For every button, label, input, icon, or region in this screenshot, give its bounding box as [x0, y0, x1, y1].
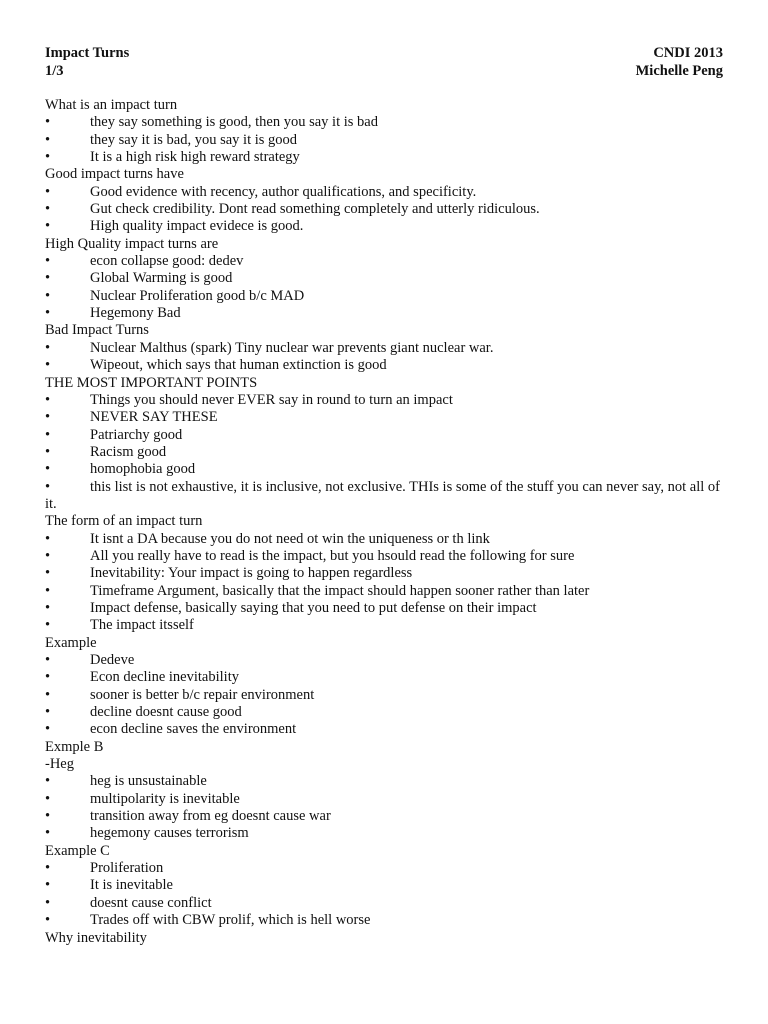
bullet-item	[45, 184, 725, 201]
bullet-text: Gut check credibility. Dont read something completely and utterly ridiculous.	[90, 201, 540, 218]
bullet-text: transition away from eg doesnt cause war	[90, 808, 331, 825]
bullet-icon: •	[45, 287, 51, 304]
bullet-text: It isnt a DA because you do not need ot win the uniqueness or th link	[90, 530, 490, 547]
bullet-icon: •	[45, 183, 51, 200]
bullet-icon: •	[45, 339, 51, 356]
bullet-item	[45, 270, 725, 287]
section-heading: -Heg	[45, 756, 74, 773]
bullet-text: they say it is bad, you say it is good	[90, 131, 298, 148]
bullet-text: Econ decline inevitability	[90, 669, 239, 686]
bullet-item	[45, 114, 725, 131]
section-heading: High Quality impact turns are	[45, 235, 219, 252]
bullet-text: High quality impact evidece is good.	[90, 218, 304, 235]
section-heading: Good impact turns have	[45, 166, 184, 183]
bullet-item	[45, 305, 725, 322]
bullet-icon: •	[45, 131, 51, 148]
bullet-text: Global Warming is good	[90, 270, 233, 287]
bullet-icon: •	[45, 773, 51, 790]
bullet-text: Nuclear Malthus (spark) Tiny nuclear war prevents giant nuclear war.	[90, 339, 494, 356]
bullet-icon: •	[45, 599, 51, 616]
bullet-item	[45, 721, 725, 738]
bullet-item	[45, 825, 725, 842]
bullet-icon: •	[45, 894, 51, 911]
bullet-icon: •	[45, 443, 51, 460]
bullet-icon: •	[45, 409, 51, 426]
bullet-text: It is inevitable	[90, 877, 173, 894]
bullet-text: Wipeout, which says that human extinction is good	[90, 357, 387, 374]
bullet-item	[45, 149, 725, 166]
section-heading: Exmple B	[45, 738, 104, 755]
bullet-icon: •	[45, 461, 51, 478]
page-number: 1/3	[45, 62, 64, 79]
bullet-item	[45, 218, 725, 235]
bullet-text: Impact defense, basically saying that you need to put defense on their impact	[90, 599, 537, 616]
bullet-icon: •	[45, 860, 51, 877]
bullet-item	[45, 201, 725, 218]
bullet-item	[45, 860, 725, 877]
bullet-item	[45, 617, 725, 634]
bullet-item	[45, 253, 725, 270]
section-heading: What is an impact turn	[45, 97, 178, 113]
bullet-text: Dedeve	[90, 652, 135, 668]
bullet-icon: •	[45, 253, 51, 270]
bullet-item	[45, 583, 725, 600]
bullet-item	[45, 791, 725, 808]
bullet-text: decline doesnt cause good	[90, 704, 242, 721]
bullet-text: Patriarchy good	[90, 426, 183, 443]
bullet-item	[45, 912, 725, 929]
bullet-text: homophobia good	[90, 461, 196, 478]
bullet-icon: •	[45, 530, 51, 547]
bullet-item	[45, 409, 725, 426]
bullet-icon: •	[45, 565, 51, 582]
bullet-icon: •	[45, 201, 51, 218]
bullet-item	[45, 652, 725, 669]
bullet-text: they say something is good, then you say it is bad	[90, 114, 378, 131]
bullet-icon: •	[45, 149, 51, 166]
bullet-item	[45, 895, 725, 912]
bullet-text: Trades off with CBW prolif, which is hell worse	[90, 912, 371, 929]
section-heading: Bad Impact Turns	[45, 322, 149, 339]
section-heading: The form of an impact turn	[45, 513, 203, 530]
bullet-text: NEVER SAY THESE	[90, 409, 218, 426]
bullet-text: heg is unsustainable	[90, 773, 207, 790]
bullet-item	[45, 340, 725, 357]
bullet-icon: •	[45, 547, 51, 564]
bullet-item	[45, 427, 725, 444]
bullet-icon: •	[45, 617, 51, 634]
bullet-icon: •	[45, 357, 51, 374]
bullet-icon: •	[45, 305, 51, 322]
bullet-icon: •	[45, 704, 51, 721]
header-row-2	[45, 63, 723, 81]
section-heading: Example	[45, 634, 97, 651]
bullet-item	[45, 444, 725, 461]
bullet-icon: •	[45, 478, 51, 495]
bullet-text: All you really have to read is the impact, but you hsould read the following for sure	[90, 547, 575, 564]
bullet-icon: •	[45, 391, 51, 408]
document-body	[45, 97, 725, 947]
bullet-text: Proliferation	[90, 860, 164, 877]
page-header	[45, 45, 723, 80]
bullet-item	[45, 461, 725, 478]
bullet-text: hegemony causes terrorism	[90, 825, 249, 842]
bullet-icon: •	[45, 669, 51, 686]
bullet-text: Good evidence with recency, author qualifications, and specificity.	[90, 183, 477, 200]
header-row-1	[45, 45, 723, 63]
bullet-text: Things you should never EVER say in round to turn an impact	[90, 391, 453, 408]
section-heading: Why inevitability	[45, 929, 147, 946]
bullet-text: sooner is better b/c repair environment	[90, 686, 315, 703]
bullet-item	[45, 565, 725, 582]
bullet-item	[45, 877, 725, 894]
bullet-icon: •	[45, 825, 51, 842]
bullet-icon: •	[45, 912, 51, 929]
bullet-icon: •	[45, 808, 51, 825]
bullet-item	[45, 531, 725, 548]
bullet-item	[45, 392, 725, 409]
bullet-icon: •	[45, 114, 51, 131]
bullet-icon: •	[45, 582, 51, 599]
bullet-icon: •	[45, 270, 51, 287]
bullet-item	[45, 687, 725, 704]
bullet-text: this list is not exhaustive, it is inclusive, not exclusive. THIs is some of the stuff you can never say, not all of it.	[45, 478, 720, 512]
bullet-text: The impact itsself	[90, 617, 194, 634]
event-name: CNDI 2013	[653, 45, 723, 61]
section-heading: THE MOST IMPORTANT POINTS	[45, 374, 258, 391]
bullet-item	[45, 479, 725, 514]
bullet-item	[45, 773, 725, 790]
bullet-text: Nuclear Proliferation good b/c MAD	[90, 287, 305, 304]
author-name: Michelle Peng	[635, 62, 723, 79]
bullet-icon: •	[45, 686, 51, 703]
bullet-text: econ decline saves the environment	[90, 721, 297, 738]
section-heading: Example C	[45, 842, 110, 859]
bullet-text: multipolarity is inevitable	[90, 790, 240, 807]
bullet-item	[45, 132, 725, 149]
bullet-text: Hegemony Bad	[90, 305, 181, 322]
bullet-text: doesnt cause conflict	[90, 894, 212, 911]
bullet-icon: •	[45, 652, 51, 668]
bullet-text: Inevitability: Your impact is going to happen regardless	[90, 565, 413, 582]
bullet-icon: •	[45, 790, 51, 807]
bullet-icon: •	[45, 877, 51, 894]
bullet-item	[45, 808, 725, 825]
bullet-item	[45, 548, 725, 565]
document-title: Impact Turns	[45, 45, 130, 61]
bullet-icon: •	[45, 426, 51, 443]
bullet-icon: •	[45, 721, 51, 738]
bullet-text: It is a high risk high reward strategy	[90, 149, 300, 166]
bullet-item	[45, 600, 725, 617]
bullet-icon: •	[45, 218, 51, 235]
bullet-text: Racism good	[90, 443, 167, 460]
bullet-item	[45, 704, 725, 721]
bullet-item	[45, 288, 725, 305]
bullet-item	[45, 357, 725, 374]
bullet-text: econ collapse good: dedev	[90, 253, 244, 270]
bullet-text: Timeframe Argument, basically that the impact should happen sooner rather than later	[90, 582, 590, 599]
bullet-item	[45, 669, 725, 686]
